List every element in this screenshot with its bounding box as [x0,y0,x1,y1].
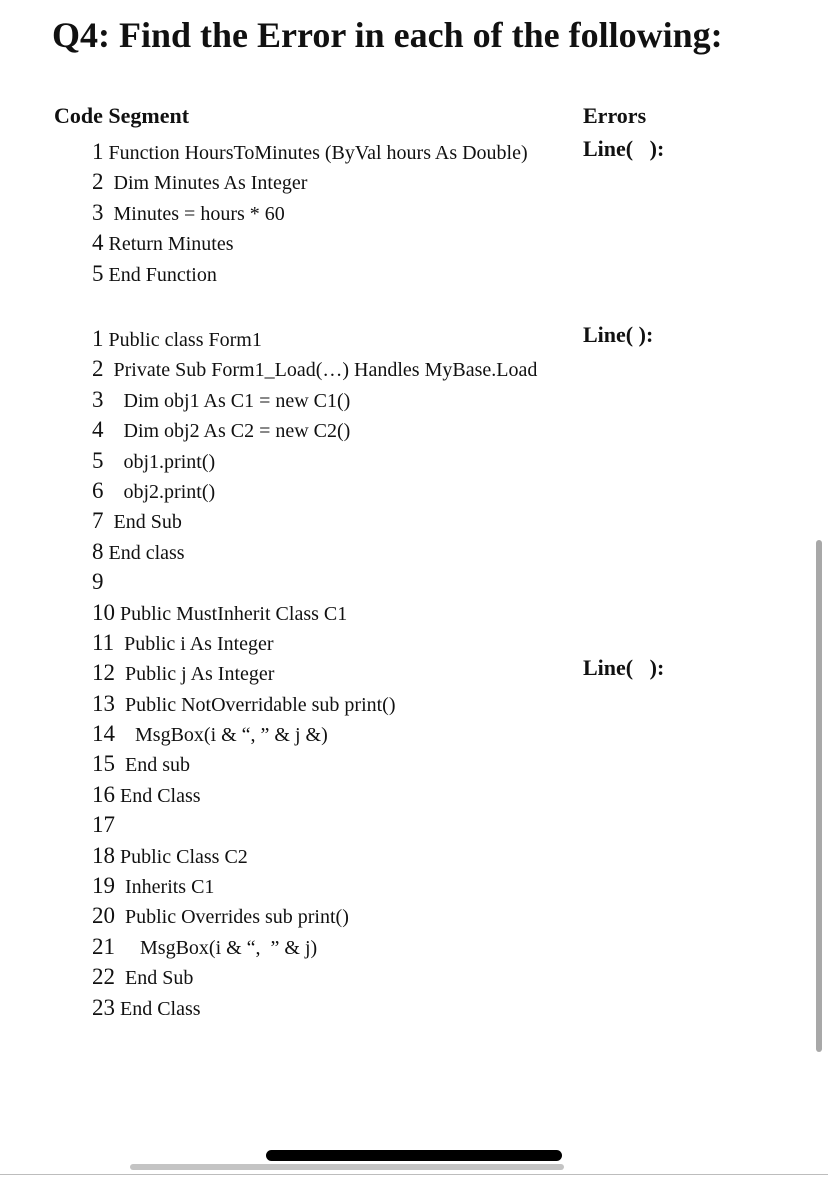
home-indicator[interactable] [266,1150,562,1161]
code-line [92,167,528,197]
code-line [92,780,537,810]
code-text: Public NotOverridable sub print() [115,693,396,716]
code-text: Function HoursToMinutes (ByVal hours As Double) [103,142,528,164]
error-line-answer-2: Line( ): [583,322,654,347]
line-number: 13 [92,690,115,716]
code-text: obj2.print() [103,480,216,503]
line-number: 21 [92,933,115,959]
code-text: Minutes = hours * 60 [103,202,285,225]
code-text: Public Overrides sub print() [115,906,349,929]
code-line [92,567,537,597]
code-line [92,658,537,688]
line-number: 6 [92,477,104,503]
code-line [92,932,537,962]
code-line [92,719,537,749]
line-number: 1 [92,326,104,351]
line-number: 4 [92,230,104,256]
vertical-scrollbar[interactable] [816,540,822,1052]
line-number: 9 [92,569,104,595]
code-line [92,628,537,658]
code-text: End sub [115,754,190,777]
line-number: 15 [92,751,115,777]
line-number: 4 [92,417,104,443]
code-line [92,841,537,871]
line-number: 12 [92,660,115,686]
code-text: End Class [115,784,201,807]
code-text: End Sub [115,967,194,990]
line-number: 3 [92,386,104,412]
line-number: 3 [92,199,104,225]
code-line [92,506,537,536]
code-line [92,324,537,354]
line-number: 16 [92,781,115,807]
line-number: 23 [92,994,115,1020]
code-text: End class [103,541,185,564]
code-text: Dim obj1 As C1 = new C1() [103,389,351,412]
code-line [92,137,528,167]
code-text: obj1.print() [103,450,216,473]
line-number: 20 [92,903,115,929]
horizontal-scrollbar[interactable] [130,1164,564,1170]
code-text: MsgBox(i & “, ” & j &) [115,724,328,747]
error-line-answer-1: Line( ): [583,136,665,161]
code-text: Public Class C2 [115,845,248,868]
error-line-answer-3: Line( ): [583,655,665,680]
code-line [92,385,537,415]
errors-header: Errors [583,103,647,128]
code-line [92,598,537,628]
code-line [92,810,537,840]
code-text: End Function [103,263,217,286]
code-text: MsgBox(i & “, ” & j) [115,936,318,959]
line-number: 5 [92,447,104,473]
code-line [92,689,537,719]
code-line [92,228,528,258]
code-text: Public class Form1 [103,329,262,351]
code-line [92,415,537,445]
code-line [92,993,537,1023]
line-number: 17 [92,812,115,838]
code-line [92,259,528,289]
code-text: End Class [115,997,201,1020]
code-text: Private Sub Form1_Load(…) Handles MyBase.Load [103,359,538,382]
line-number: 11 [92,629,115,655]
code-text: Public i As Integer [114,632,274,655]
code-segment-header: Code Segment [54,103,190,128]
line-number: 22 [92,964,115,990]
line-number: 2 [92,356,104,382]
line-number: 7 [92,508,104,534]
code-text: Public MustInherit Class C1 [115,602,348,625]
code-line [92,476,537,506]
code-text: Return Minutes [103,233,234,256]
line-number: 18 [92,842,115,868]
code-line [92,871,537,901]
code-line [92,901,537,931]
code-text: Inherits C1 [115,876,215,899]
code-text: Dim obj2 As C2 = new C2() [103,420,351,443]
bottom-divider [0,1174,828,1175]
line-number: 19 [92,873,115,899]
line-number: 1 [92,139,104,164]
code-text: End Sub [103,511,182,534]
code-line [92,446,537,476]
line-number: 10 [92,599,115,625]
code-line [92,198,528,228]
line-number: 5 [92,260,104,286]
code-line [92,537,537,567]
code-segment-1 [92,137,528,289]
question-title: Q4: Find the Error in each of the following: [52,15,723,55]
code-line [92,354,537,384]
code-text: Public j As Integer [115,663,275,686]
code-line [92,962,537,992]
code-segment-2 [92,324,537,1023]
line-number: 8 [92,538,104,564]
line-number: 2 [92,169,104,195]
code-text: Dim Minutes As Integer [103,172,308,195]
line-number: 14 [92,721,115,747]
code-line [92,749,537,779]
